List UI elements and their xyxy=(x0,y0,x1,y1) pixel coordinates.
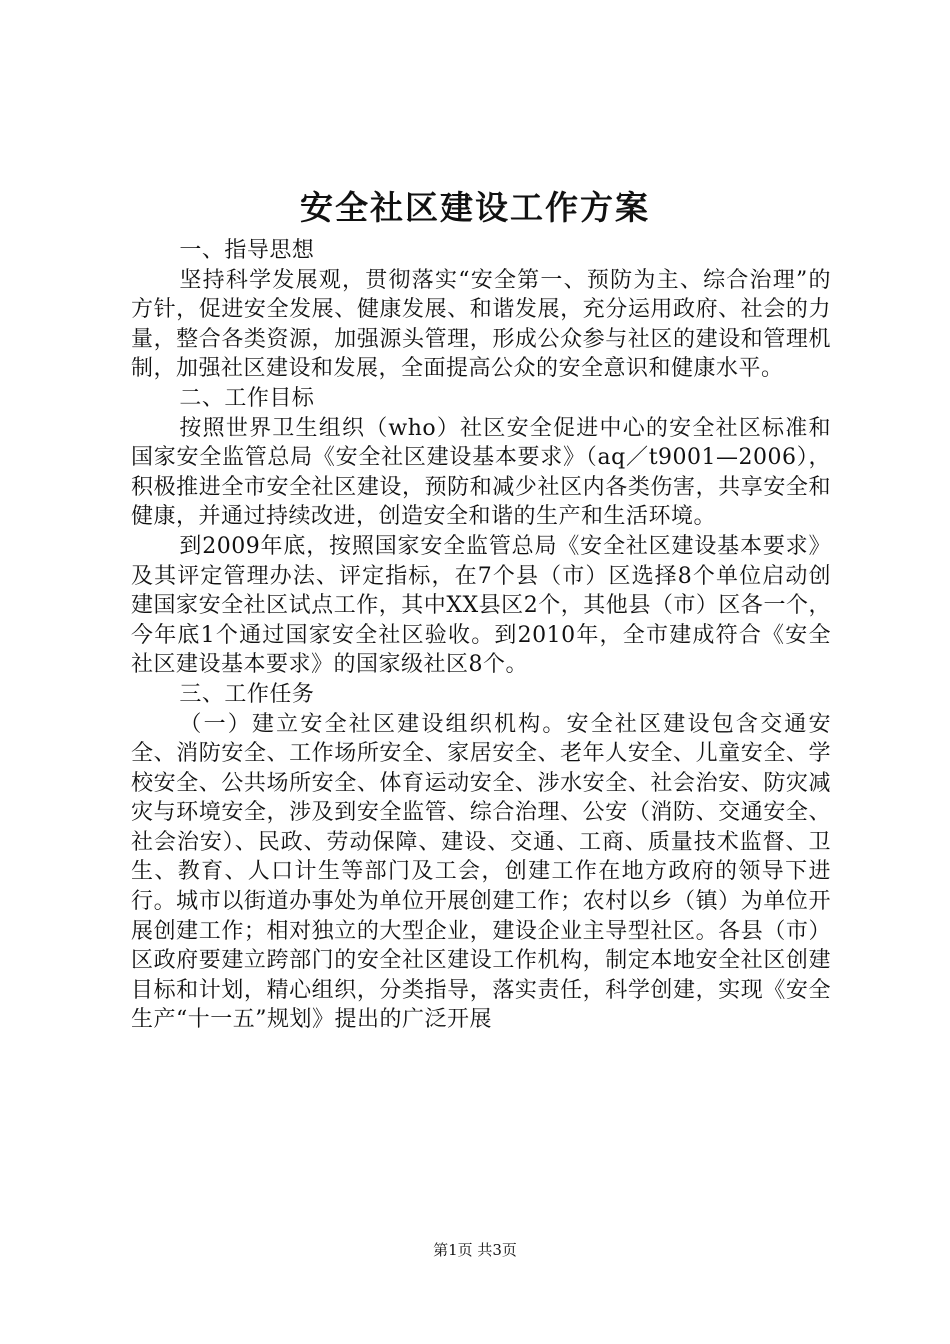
section-heading-work-tasks: 三、工作任务 xyxy=(179,681,315,707)
document-body xyxy=(131,236,831,1035)
paragraph-guiding-ideology: 坚持科学发展观，贯彻落实“安全第一、预防为主、综合治理”的方针，促进安全发展、健康发展、和谐发展，充分运用政府、社会的力量，整合各类资源，加强源头管理，形成公众参与社区的建设和管理机制，加强社区建设和发展，全面提高公众的安全意识和健康水平。 xyxy=(131,267,831,382)
document-title: 安全社区建设工作方案 xyxy=(300,188,650,227)
paragraph-work-goals: 按照世界卫生组织（who）社区安全促进中心的安全社区标准和国家安全监管总局《安全社区建设基本要求》（aq／t9001—2006），积极推进全市安全社区建设，预防和减少社区内各类伤害，共享安全和健康，并通过持续改进，创造安全和谐的生产和生活环境。 xyxy=(131,415,831,530)
section-heading-guiding-ideology: 一、指导思想 xyxy=(179,238,315,263)
paragraph-2009-targets: 到2009年底，按照国家安全监管总局《安全社区建设基本要求》及其评定管理办法、评定指标，在7个县（市）区选择8个单位启动创建国家安全社区试点工作，其中XX县区2个，其他县（市）区各一个，今年底1个通过国家安全社区验收。到2010年，全市建成符合《安全社区建设基本要求》的国家级社区8个。 xyxy=(131,533,831,678)
page-footer: 第1页 共3页 xyxy=(433,1241,517,1259)
section-heading-work-goals: 二、工作目标 xyxy=(179,385,315,411)
paragraph-task-organization: （一）建立安全社区建设组织机构。安全社区建设包含交通安全、消防安全、工作场所安全、家居安全、老年人安全、儿童安全、学校安全、公共场所安全、体育运动安全、涉水安全、社会治安、防灾减灾与环境安全，涉及到安全监管、综合治理、公安（消防、交通安全、社会治安）、民政、劳动保障、建设、交通、工商、质量技术监督、卫生、教育、人口计生等部门及工会，创建工作在地方政府的领导下进行。城市以街道办事处为单位开展创建工作；农村以乡（镇）为单位开展创建工作；相对独立的大型企业，建设企业主导型社区。各县（市）区政府要建立跨部门的安全社区建设工作机构，制定本地安全社区创建目标和计划，精心组织，分类指导，落实责任，科学创建，实现《安全生产“十一五”规划》提出的广泛开展 xyxy=(131,711,831,1033)
